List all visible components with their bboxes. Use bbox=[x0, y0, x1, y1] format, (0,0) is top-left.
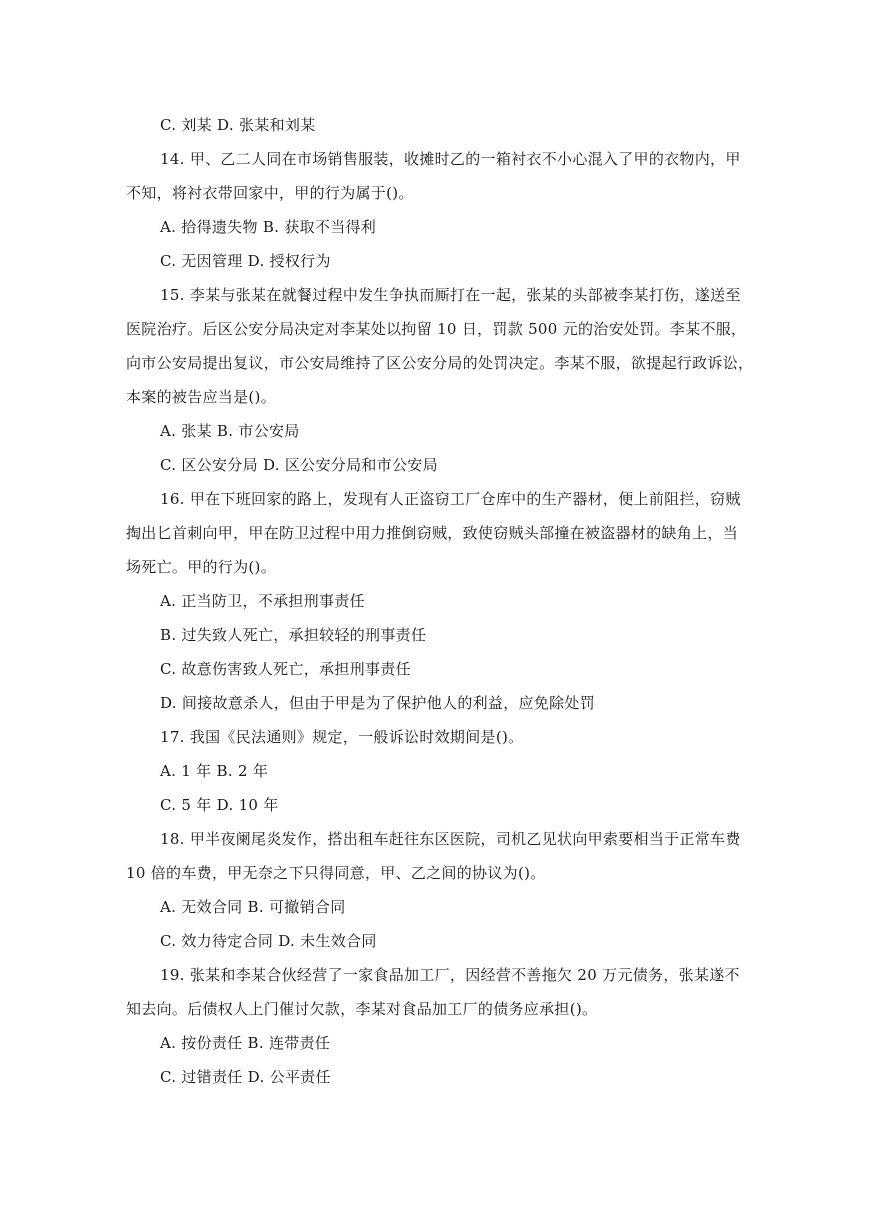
text-line: 10 倍的车费，甲无奈之下只得同意，甲、乙之间的协议为()。 bbox=[126, 864, 546, 882]
option-line bbox=[160, 210, 742, 244]
option-line bbox=[160, 584, 742, 618]
text-line: C. 过错责任 D. 公平责任 bbox=[160, 1068, 331, 1086]
option-line bbox=[160, 414, 742, 448]
option-line bbox=[160, 686, 742, 720]
text-line: C. 无因管理 D. 授权行为 bbox=[160, 252, 331, 270]
question-19 bbox=[126, 958, 742, 1026]
text-line: 不知，将衬衣带回家中，甲的行为属于()。 bbox=[126, 184, 414, 202]
text-line: B. 过失致人死亡，承担较轻的刑事责任 bbox=[160, 626, 427, 644]
text-line: 向市公安局提出复议，市公安局维持了区公安分局的处罚决定。李某不服，欲提起行政诉讼， bbox=[126, 354, 754, 372]
text-line: C. 刘某 D. 张某和刘某 bbox=[160, 116, 316, 134]
option-line bbox=[160, 652, 742, 686]
option-line bbox=[160, 890, 742, 924]
text-line: C. 区公安分局 D. 区公安分局和市公安局 bbox=[160, 456, 438, 474]
text-line: A. 按份责任 B. 连带责任 bbox=[160, 1034, 331, 1052]
text-line: 14. 甲、乙二人同在市场销售服装，收摊时乙的一箱衬衣不小心混入了甲的衣物内，甲 bbox=[160, 150, 741, 168]
option-line bbox=[160, 754, 742, 788]
question-17 bbox=[160, 720, 742, 754]
text-line: 19. 张某和李某合伙经营了一家食品加工厂，因经营不善拖欠 20 万元债务，张某遂不 bbox=[160, 966, 740, 984]
question-14 bbox=[126, 142, 742, 210]
text-line: C. 效力待定合同 D. 未生效合同 bbox=[160, 932, 377, 950]
text-line: 17. 我国《民法通则》规定，一般诉讼时效期间是()。 bbox=[160, 728, 524, 746]
text-line: A. 无效合同 B. 可撤销合同 bbox=[160, 898, 346, 916]
option-line bbox=[160, 788, 742, 822]
text-line: 18. 甲半夜阑尾炎发作，搭出租车赶往东区医院，司机乙见状向甲索要相当于正常车费 bbox=[160, 830, 741, 848]
text-line: A. 正当防卫，不承担刑事责任 bbox=[160, 592, 365, 610]
text-line: D. 间接故意杀人，但由于甲是为了保护他人的利益，应免除处罚 bbox=[160, 694, 596, 712]
question-18 bbox=[126, 822, 742, 890]
option-line bbox=[160, 1026, 742, 1060]
option-line bbox=[160, 924, 742, 958]
text-line: 医院治疗。后区公安分局决定对李某处以拘留 10 日，罚款 500 元的治安处罚。李某不服， bbox=[126, 320, 747, 338]
document-body bbox=[126, 108, 754, 1094]
text-line: C. 故意伤害致人死亡，承担刑事责任 bbox=[160, 660, 411, 678]
option-line bbox=[160, 244, 742, 278]
text-line: A. 1 年 B. 2 年 bbox=[160, 762, 269, 780]
question-16 bbox=[126, 482, 742, 584]
text-line: 知去向。后债权人上门催讨欠款，李某对食品加工厂的债务应承担()。 bbox=[126, 1000, 598, 1018]
text-line: 掏出匕首刺向甲，甲在防卫过程中用力推倒窃贼，致使窃贼头部撞在被盗器材的缺角上，当 bbox=[126, 524, 739, 542]
text-line: A. 张某 B. 市公安局 bbox=[160, 422, 300, 440]
option-line bbox=[160, 448, 742, 482]
text-line: 本案的被告应当是()。 bbox=[126, 388, 277, 406]
option-line bbox=[160, 1060, 742, 1094]
option-line bbox=[160, 108, 742, 142]
text-line: C. 5 年 D. 10 年 bbox=[160, 796, 279, 814]
text-line: 16. 甲在下班回家的路上，发现有人正盗窃工厂仓库中的生产器材，便上前阻拦，窃贼 bbox=[160, 490, 741, 508]
option-line bbox=[160, 618, 742, 652]
text-line: 15. 李某与张某在就餐过程中发生争执而厮打在一起，张某的头部被李某打伤，遂送至 bbox=[160, 286, 741, 304]
question-15 bbox=[126, 278, 754, 414]
text-line: 场死亡。甲的行为()。 bbox=[126, 558, 277, 576]
text-line: A. 拾得遗失物 B. 获取不当得利 bbox=[160, 218, 377, 236]
